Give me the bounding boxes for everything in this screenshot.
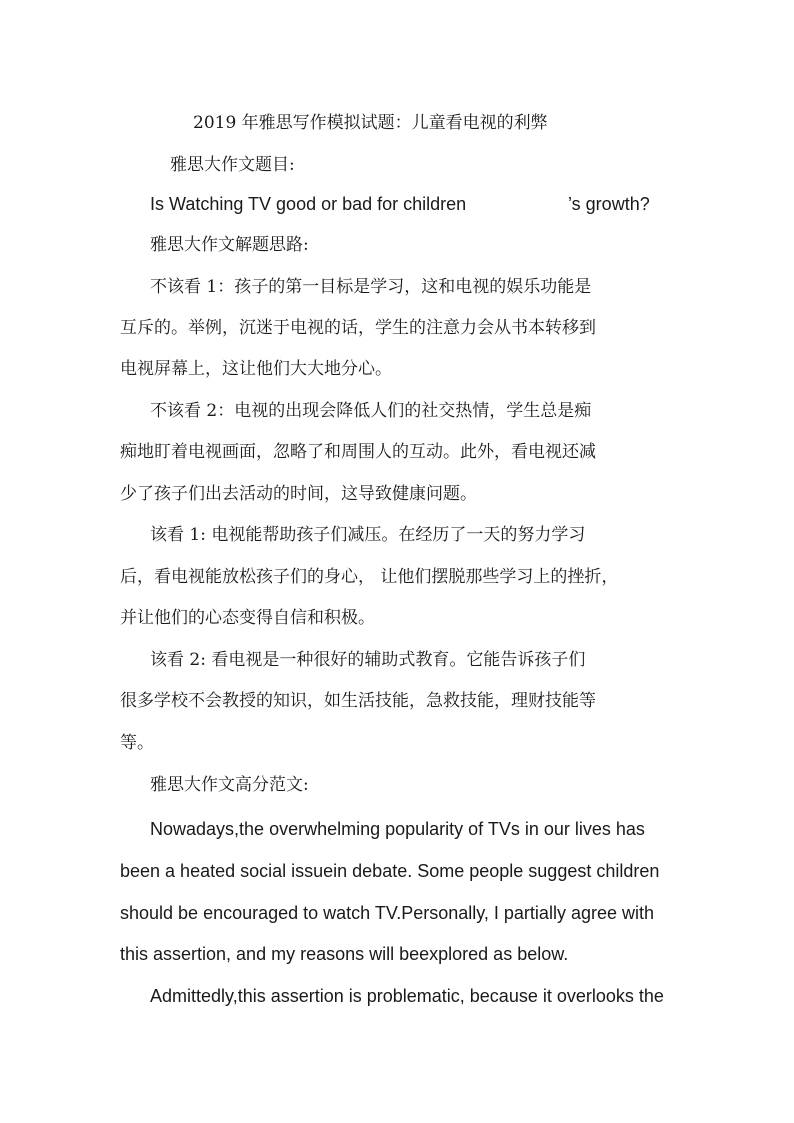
essay-line-4: this assertion, and my reasons will beexplored as below. xyxy=(120,944,569,964)
idea-4-line-3: 等。 xyxy=(120,733,154,753)
essay-line-5: Admittedly,this assertion is problematic, because it overlooks the xyxy=(150,986,664,1006)
idea-4-line-1: 该看 2: 看电视是一种很好的辅助式教育。它能告诉孩子们 xyxy=(150,650,586,670)
idea-1-line-2: 互斥的。举例，沉迷于电视的话，学生的注意力会从书本转移到 xyxy=(120,318,596,338)
idea-3-line-3: 并让他们的心态变得自信和积极。 xyxy=(120,608,375,628)
essay-line-3: should be encouraged to watch TV.Personally, I partially agree with xyxy=(120,903,654,923)
essay-line-1: Nowadays,the overwhelming popularity of TVs in our lives has xyxy=(150,819,645,839)
idea-3-line-1: 该看 1: 电视能帮助孩子们减压。在经历了一天的努力学习 xyxy=(150,525,586,545)
idea-2-line-1: 不该看 2：电视的出现会降低人们的社交热情，学生总是痴 xyxy=(150,401,592,421)
idea-4-line-2: 很多学校不会教授的知识，如生活技能，急救技能，理财技能等 xyxy=(120,691,596,711)
idea-2-line-2: 痴地盯着电视画面，忽略了和周围人的互动。此外，看电视还减 xyxy=(120,442,596,462)
essay-line-2: been a heated social issuein debate. Some people suggest children xyxy=(120,861,660,881)
idea-3-line-2: 后，看电视能放松孩子们的身心， 让他们摆脱那些学习上的挫折， xyxy=(120,567,619,587)
idea-1-line-1: 不该看 1：孩子的第一目标是学习，这和电视的娱乐功能是 xyxy=(150,277,592,297)
topic-question-part2: ’s growth? xyxy=(568,194,650,214)
idea-2-line-3: 少了孩子们出去活动的时间，这导致健康问题。 xyxy=(120,484,477,504)
ideas-heading: 雅思大作文解题思路: xyxy=(150,235,309,255)
idea-1-line-3: 电视屏幕上，这让他们大大地分心。 xyxy=(120,359,392,379)
essay-heading: 雅思大作文高分范文: xyxy=(150,775,309,795)
topic-question-part1: Is Watching TV good or bad for children xyxy=(150,194,467,214)
topic-heading: 雅思大作文题目: xyxy=(170,155,295,175)
document-title: 2019 年雅思写作模拟试题：儿童看电视的利弊 xyxy=(193,113,548,133)
